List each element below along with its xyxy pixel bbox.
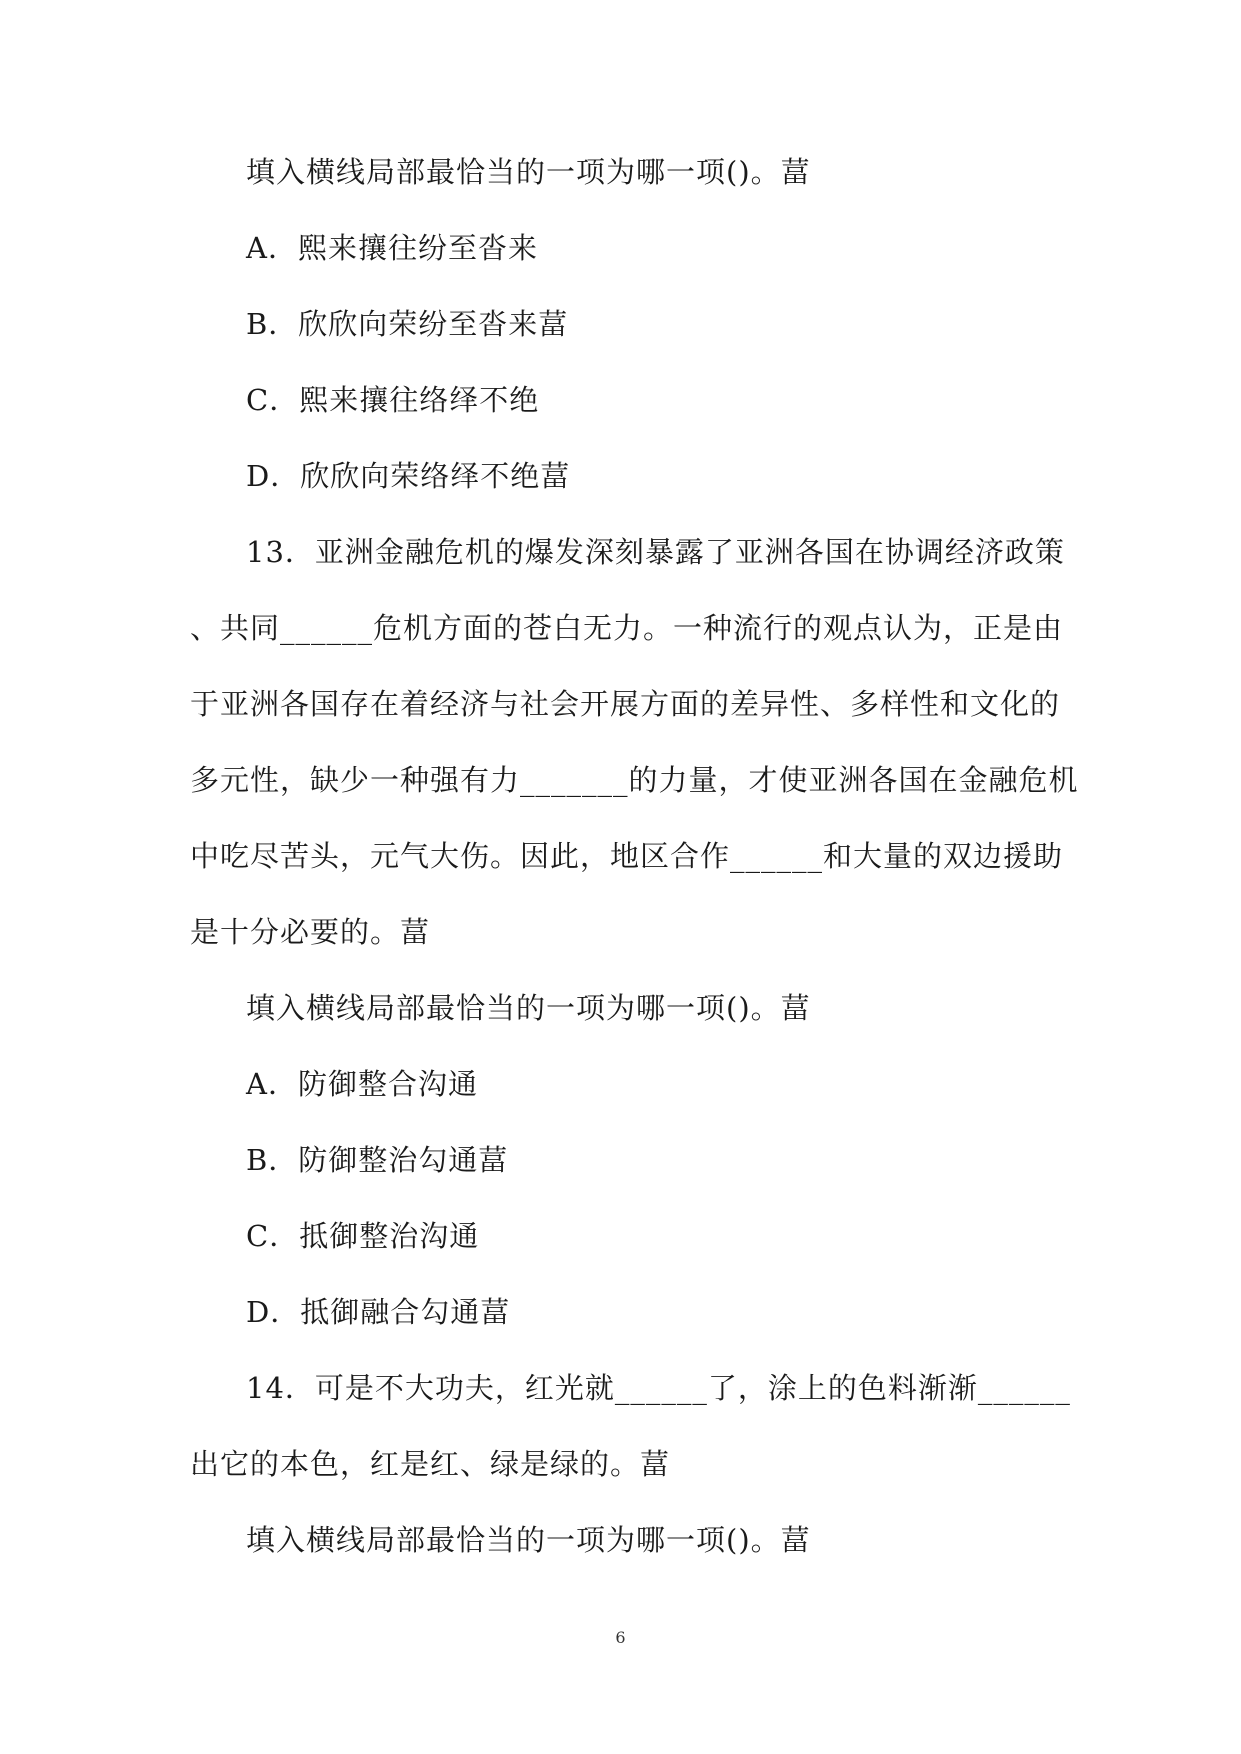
page-number: 6 [615,1628,626,1647]
question-prompt: 填入横线局部最恰当的一项为哪一项()。葍 [246,155,811,189]
question-13-line-4: 多元性，缺少一种强有力_______的力量，才使亚洲各国在金融危机 [190,763,1079,797]
option-a: A．熙来攘往纷至沓来 [246,231,538,265]
question-13-prompt: 填入横线局部最恰当的一项为哪一项()。葍 [246,991,811,1025]
question-14-prompt: 填入横线局部最恰当的一项为哪一项()。葍 [246,1523,811,1557]
question-13-line-5: 中吃尽苦头，元气大伤。因此，地区合作______和大量的双边援助 [190,839,1064,873]
question-13-option-c: C．抵御整治沟通 [246,1219,480,1253]
question-14-line-1: 14．可是不大功夫，红光就______了，涂上的色料渐渐______ [246,1371,1071,1405]
question-13-option-b: B．防御整治勾通葍 [246,1143,509,1177]
option-c: C．熙来攘往络绎不绝 [246,383,540,417]
option-b: B．欣欣向荣纷至沓来葍 [246,307,569,341]
option-d: D．欣欣向荣络绎不绝葍 [246,459,571,493]
question-13-line-6: 是十分必要的。葍 [190,915,431,949]
question-13-option-a: A．防御整合沟通 [246,1067,478,1101]
question-13-option-d: D．抵御融合勾通葍 [246,1295,511,1329]
question-13-line-2: 、共同______危机方面的苍白无力。一种流行的观点认为，正是由 [190,611,1064,645]
question-13-line-1: 13．亚洲金融危机的爆发深刻暴露了亚洲各国在协调经济政策 [246,535,1065,569]
question-14-line-2: 出它的本色，红是红、绿是绿的。葍 [190,1447,671,1481]
question-13-line-3: 于亚洲各国存在着经济与社会开展方面的差异性、多样性和文化的 [190,687,1061,721]
